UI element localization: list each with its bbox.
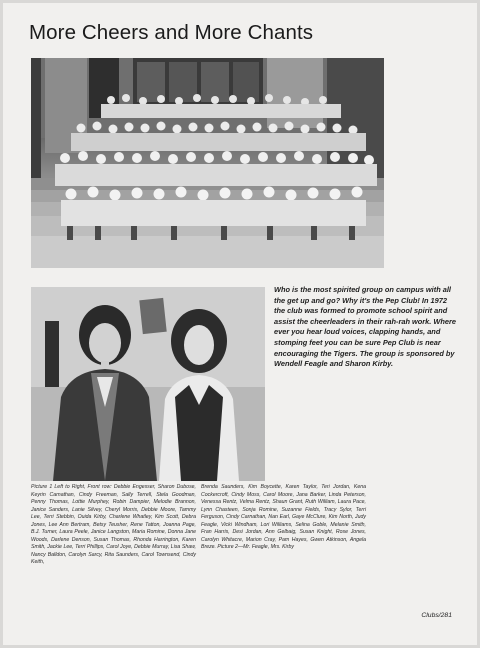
yearbook-page [3, 3, 477, 645]
sponsors-photo [31, 287, 265, 481]
page-number: Clubs/281 [421, 612, 452, 619]
group-photo-illustration [31, 58, 384, 268]
page-title: More Cheers and More Chants [29, 21, 314, 44]
sponsors-photo-illustration [31, 287, 265, 481]
group-photo [31, 58, 384, 268]
article-text: Who is the most spirited group on campus with all the get up and go? Why it's the Pep Club! In 1972 the club was formed to promote school spirit and assist the cheerleaders in their rah-rah work. Where ever you hear loud voices, clapping hands, and stomping feet you can be sure Pep Club is near encouraging the Tigers. The group is sponsored by Wendell Feagle and Sharon Kirby. [274, 285, 456, 369]
photo-caption-column-1: Picture 1 Left to Right, Front row: Debbie Engesser, Sharon Dubose, Keyrin Carnathan, Cindy Freeman, Sally Terrell, Stela Goodman, Penny Thomas, Lottie Murphey, Robin Dampier, Melodie Brannon, Janice Sanders, Lanie Silvey, Cheryl Morris, Debbie Moore, Tammy Lee, Terri Stebbin, Ouida Kirby, Charlene Whatley, Kim Scott, Debra Jones, Lee Ann Bertram, Betsy Teusher, Rene Tatton, Joanna Page, B.J. Turner, Laura Peele, Janice Langston, Maria Romine, Donna Jane Woods, Darlene Denson, Susan Thomas, Rhonda Harrington, Karen Smith, Jackie Lee, Terri Phillips, Carol Joye, Debbie Murray, Lisa Shaw, Nancy Balldon, Carolyn Sarcy, Rita Saunders, Carol Townsend, Cindy Keith, [31, 484, 196, 565]
photo-caption-column-2: Brenda Saunders, Kim Boycette, Karen Taylor, Teri Jordan, Kena Cockercroft, Cindy Moss, Carol Moore, Jana Barker, Linda Peterson, Venessa Rentz, Velma Rentz, Shaun Grant, Ruth William, Laura Pace, Lynn Chasteen, Sonja Romine, Suzanne Fields, Tracy Sylor, Terri Ferguson, Cindy Carnathan, Nan Earl, Gaye McClure, Kim North, Judy Feagle, Vicki Windham, Lori Williams, Selina Goble, Melanie Smith, Fran Harris, Desi Jordan, Ann Gelbaig, Susan Knight, Rose Jones, Carolyn Whitacre, Marion Cray, Pam Hayes, Gwen Atkinson, Angela Breze. Picture 2—Mr. Feagle, Mrs. Kirby [201, 484, 366, 550]
